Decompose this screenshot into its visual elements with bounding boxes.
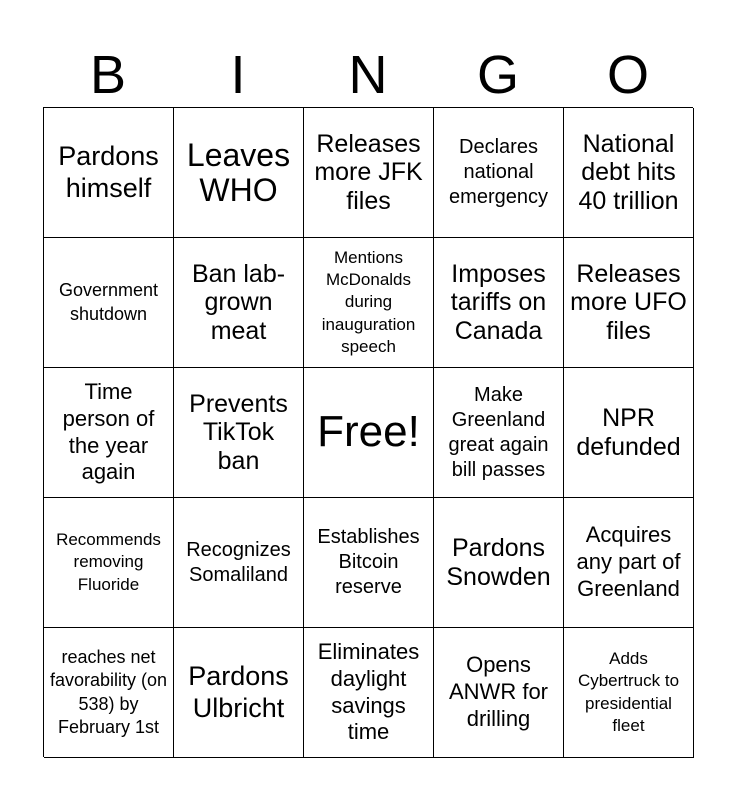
header-letter-i: I bbox=[230, 45, 246, 105]
cell-text: Ban lab-grown meat bbox=[191, 259, 286, 345]
bingo-cell-n2[interactable] bbox=[304, 238, 434, 368]
cell-text: Releases more UFO files bbox=[570, 259, 687, 345]
cell-text: Time person of the year again bbox=[62, 378, 155, 485]
header-letter-n: N bbox=[348, 45, 388, 105]
cell-text: Eliminates daylight savings time bbox=[317, 638, 420, 745]
bingo-cell-b3[interactable] bbox=[44, 368, 174, 498]
bingo-cell-o2[interactable] bbox=[564, 238, 694, 368]
bingo-cell-g1[interactable] bbox=[434, 108, 564, 238]
cell-text: Mentions McDonalds during inauguration speech bbox=[321, 248, 416, 356]
bingo-cell-i1[interactable] bbox=[174, 108, 304, 238]
cell-text: Establishes Bitcoin reserve bbox=[317, 526, 420, 598]
cell-text: Government shutdown bbox=[58, 280, 159, 324]
cell-text: Recommends removing Fluoride bbox=[56, 530, 161, 594]
bingo-cell-i2[interactable] bbox=[174, 238, 304, 368]
bingo-cell-g3[interactable] bbox=[434, 368, 564, 498]
cell-text: Make Greenland great again bill passes bbox=[448, 383, 549, 481]
bingo-cell-b4[interactable] bbox=[44, 498, 174, 628]
cell-text: reaches net favorability (on 538) by February 1st bbox=[49, 646, 168, 737]
cell-text: Imposes tariffs on Canada bbox=[450, 259, 547, 345]
header-letter-g: G bbox=[476, 45, 519, 105]
cell-text: Pardons Snowden bbox=[446, 534, 551, 591]
cell-text: Prevents TikTok ban bbox=[189, 389, 288, 475]
bingo-cell-n1[interactable] bbox=[304, 108, 434, 238]
cell-text: National debt hits 40 trillion bbox=[578, 129, 679, 215]
bingo-header bbox=[43, 44, 693, 106]
bingo-board bbox=[43, 107, 693, 757]
cell-text: NPR defunded bbox=[576, 404, 681, 461]
bingo-cell-b1[interactable] bbox=[44, 108, 174, 238]
free-space-text: Free! bbox=[317, 407, 420, 457]
cell-text: Leaves WHO bbox=[186, 136, 291, 208]
bingo-cell-i3[interactable] bbox=[174, 368, 304, 498]
cell-text: Pardons himself bbox=[58, 140, 159, 203]
bingo-cell-g4[interactable] bbox=[434, 498, 564, 628]
bingo-cell-b5[interactable] bbox=[44, 628, 174, 758]
bingo-cell-o5[interactable] bbox=[564, 628, 694, 758]
header-letter-o: O bbox=[606, 45, 649, 105]
header-letter-b: B bbox=[89, 45, 127, 105]
bingo-cell-i5[interactable] bbox=[174, 628, 304, 758]
cell-text: Pardons Ulbricht bbox=[188, 660, 289, 723]
bingo-cell-o3[interactable] bbox=[564, 368, 694, 498]
bingo-cell-o1[interactable] bbox=[564, 108, 694, 238]
cell-text: Recognizes Somaliland bbox=[186, 538, 291, 586]
cell-text: Adds Cybertruck to presidential fleet bbox=[577, 649, 680, 735]
cell-text: Declares national emergency bbox=[449, 136, 548, 208]
bingo-cell-n4[interactable] bbox=[304, 498, 434, 628]
cell-text: Acquires any part of Greenland bbox=[576, 522, 681, 601]
bingo-cell-n5[interactable] bbox=[304, 628, 434, 758]
cell-text: Releases more JFK files bbox=[314, 129, 423, 215]
bingo-cell-b2[interactable] bbox=[44, 238, 174, 368]
bingo-cell-o4[interactable] bbox=[564, 498, 694, 628]
cell-text: Opens ANWR for drilling bbox=[449, 652, 548, 731]
bingo-cell-g5[interactable] bbox=[434, 628, 564, 758]
bingo-cell-i4[interactable] bbox=[174, 498, 304, 628]
bingo-cell-g2[interactable] bbox=[434, 238, 564, 368]
bingo-cell-n3-free[interactable] bbox=[304, 368, 434, 498]
